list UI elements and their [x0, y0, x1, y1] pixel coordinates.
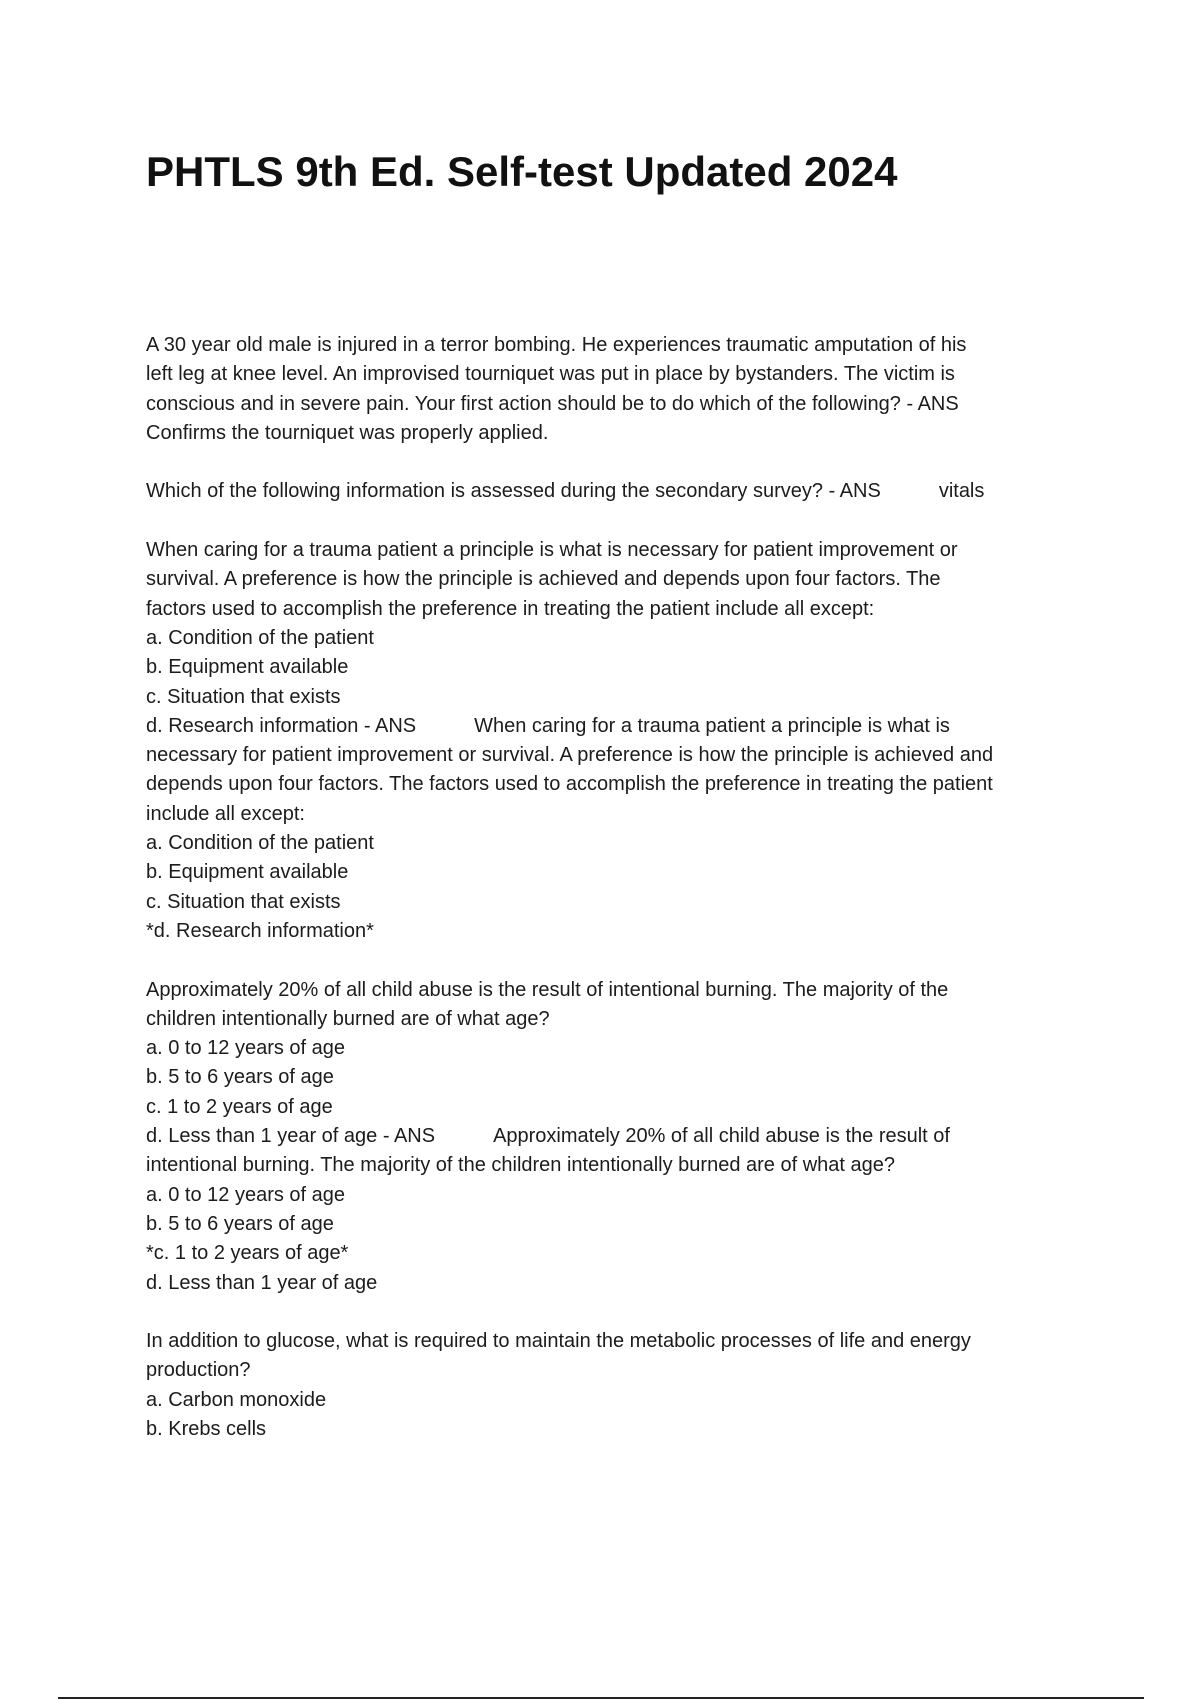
answer-line: [146, 712, 1096, 741]
answer-line: intentional burning. The majority of the children intentionally burned are of what age?: [146, 1154, 895, 1177]
option-line: b. Equipment available: [146, 861, 349, 884]
answer-prefix: d. Less than 1 year of age - ANS: [146, 1125, 436, 1148]
page-divider: [58, 1697, 1144, 1699]
text-line: In addition to glucose, what is required to maintain the metabolic processes of life and energy: [146, 1330, 971, 1353]
text-line: children intentionally burned are of what age?: [146, 1007, 550, 1030]
question-4: [146, 976, 1096, 1298]
question-2: [146, 477, 1096, 506]
text-line: survival. A preference is how the principle is achieved and depends upon four factors. The: [146, 568, 941, 591]
option-line: b. Krebs cells: [146, 1417, 267, 1440]
option-line: c. Situation that exists: [146, 890, 341, 913]
answer-text: Approximately 20% of all child abuse is the result of: [493, 1125, 950, 1148]
text-line: Approximately 20% of all child abuse is the result of intentional burning. The majority of the: [146, 978, 949, 1001]
answer-text: When caring for a trauma patient a principle is what is: [474, 714, 950, 737]
answer-line: [146, 1122, 1096, 1151]
text-line: production?: [146, 1359, 251, 1382]
answer-line: depends upon four factors. The factors used to accomplish the preference in treating the patient: [146, 773, 993, 796]
correct-option-line: *d. Research information*: [146, 919, 374, 942]
text-line: left leg at knee level. An improvised tourniquet was put in place by bystanders. The victim is: [146, 363, 955, 386]
text-line: When caring for a trauma patient a principle is what is necessary for patient improvement or: [146, 539, 958, 562]
option-line: a. 0 to 12 years of age: [146, 1037, 346, 1060]
option-line: b. 5 to 6 years of age: [146, 1212, 334, 1235]
answer-text: vitals: [938, 480, 985, 503]
answer-prefix: d. Research information - ANS: [146, 714, 417, 737]
option-line: c. Situation that exists: [146, 685, 341, 708]
option-line: d. Less than 1 year of age: [146, 1271, 378, 1294]
option-line: b. Equipment available: [146, 656, 349, 679]
option-line: a. Condition of the patient: [146, 832, 374, 855]
text-line: Confirms the tourniquet was properly applied.: [146, 421, 549, 444]
answer-line: include all except:: [146, 802, 305, 825]
answer-line: necessary for patient improvement or survival. A preference is how the principle is achieved and: [146, 744, 994, 767]
document-body: [146, 331, 1096, 1474]
option-line: c. 1 to 2 years of age: [146, 1095, 333, 1118]
text-line: factors used to accomplish the preference in treating the patient include all except:: [146, 597, 875, 620]
option-line: b. 5 to 6 years of age: [146, 1066, 334, 1089]
text-line: [146, 477, 1096, 506]
question-5: [146, 1327, 1096, 1444]
text-line: conscious and in severe pain. Your first action should be to do which of the following? - ANS: [146, 392, 959, 415]
page-title: PHTLS 9th Ed. Self-test Updated 2024: [146, 148, 898, 195]
text-line: A 30 year old male is injured in a terror bombing. He experiences traumatic amputation of his: [146, 334, 967, 356]
option-line: a. Carbon monoxide: [146, 1388, 327, 1411]
option-line: a. Condition of the patient: [146, 626, 374, 649]
question-text: Which of the following information is assessed during the secondary survey? - ANS: [146, 480, 881, 503]
correct-option-line: *c. 1 to 2 years of age*: [146, 1242, 349, 1265]
option-line: a. 0 to 12 years of age: [146, 1183, 346, 1206]
question-1: [146, 331, 1096, 448]
question-3: [146, 536, 1096, 946]
